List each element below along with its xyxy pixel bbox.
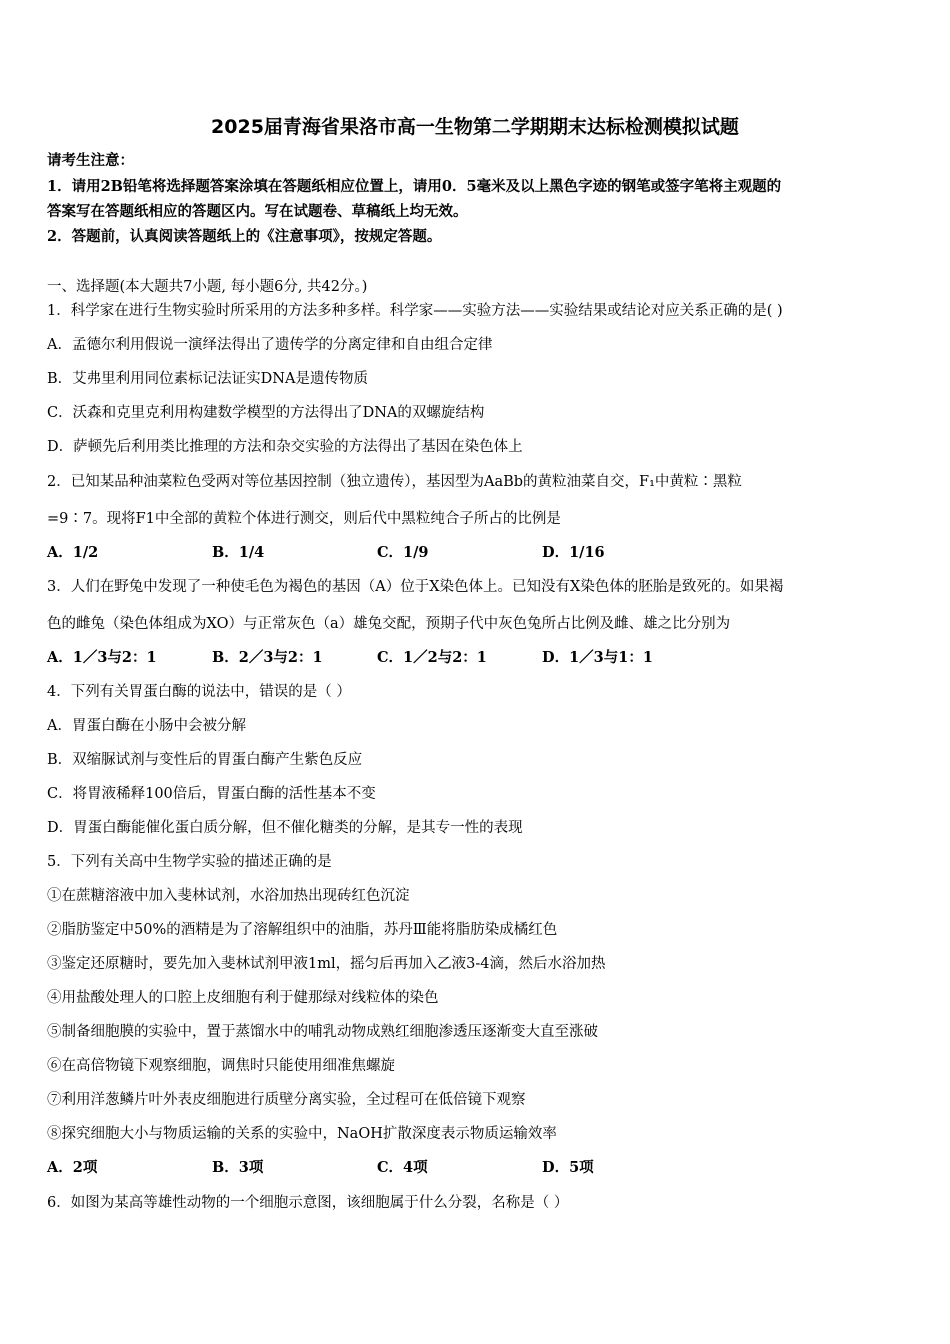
question-2-stem-line-2: =9∶7。现将F1中全部的黄粒个体进行测交，则后代中黑粒纯合子所占的比例是 — [47, 511, 561, 527]
page-title: 2025届青海省果洛市高一生物第二学期期末达标检测模拟试题 — [211, 116, 739, 138]
notice-heading: 请考生注意： — [47, 152, 134, 169]
question-2-option-d: D．1/16 — [542, 544, 605, 561]
question-5-statement: ⑦利用洋葱鳞片叶外表皮细胞进行质壁分离实验，全过程可在低倍镜下观察 — [47, 1092, 526, 1108]
question-5-option-c: C．4项 — [377, 1159, 428, 1176]
question-2-option-a: A．1/2 — [47, 544, 99, 561]
question-5-statement: ①在蔗糖溶液中加入斐林试剂，水浴加热出现砖红色沉淀 — [47, 888, 410, 904]
question-3-option-a: A．1／3与2：1 — [47, 649, 157, 666]
question-4-stem: 4．下列有关胃蛋白酶的说法中，错误的是（ ） — [47, 684, 351, 700]
notice-item-1-line-1: 1．请用2B铅笔将选择题答案涂填在答题纸相应位置上，请用0．5毫米及以上黑色字迹的钢笔或签字笔将主观题的 — [47, 178, 782, 195]
question-5-option-b: B．3项 — [212, 1159, 264, 1176]
question-3-stem-line-1: 3．人们在野兔中发现了一种使毛色为褐色的基因（A）位于X染色体上。已知没有X染色体的胚胎是致死的。如果褐 — [47, 579, 784, 595]
question-4-option-a: A．胃蛋白酶在小肠中会被分解 — [47, 718, 246, 734]
question-5-option-d: D．5项 — [542, 1159, 594, 1176]
question-5-statement: ④用盐酸处理人的口腔上皮细胞有利于健那绿对线粒体的染色 — [47, 990, 439, 1006]
question-5-option-a: A．2项 — [47, 1159, 98, 1176]
question-1-option-b: B．艾弗里利用同位素标记法证实DNA是遗传物质 — [47, 371, 368, 387]
notice-item-1-line-2: 答案写在答题纸相应的答题区内。写在试题卷、草稿纸上均无效。 — [47, 203, 468, 220]
question-3-option-c: C．1／2与2：1 — [377, 649, 487, 666]
question-3-option-d: D．1／3与1：1 — [542, 649, 653, 666]
question-1-option-c: C．沃森和克里克利用构建数学模型的方法得出了DNA的双螺旋结构 — [47, 405, 485, 421]
question-3-option-b: B．2／3与2：1 — [212, 649, 323, 666]
section-heading: 一、选择题(本大题共7小题, 每小题6分, 共42分。) — [47, 279, 368, 295]
question-1-option-a: A．孟德尔利用假说一演绎法得出了遗传学的分离定律和自由组合定律 — [47, 337, 493, 353]
question-3-stem-line-2: 色的雌兔（染色体组成为XO）与正常灰色（a）雄兔交配，预期子代中灰色兔所占比例及雌、雄之比分别为 — [47, 616, 731, 632]
notice-item-2: 2．答题前，认真阅读答题纸上的《注意事项》，按规定答题。 — [47, 228, 442, 245]
question-4-option-c: C．将胃液稀释100倍后，胃蛋白酶的活性基本不变 — [47, 786, 376, 802]
question-5-statement: ⑤制备细胞膜的实验中，置于蒸馏水中的哺乳动物成熟红细胞渗透压逐渐变大直至涨破 — [47, 1024, 598, 1040]
question-4-option-b: B．双缩脲试剂与变性后的胃蛋白酶产生紫色反应 — [47, 752, 363, 768]
question-2-option-b: B．1/4 — [212, 544, 265, 561]
question-5-statement: ②脂肪鉴定中50%的酒精是为了溶解组织中的油脂，苏丹Ⅲ能将脂肪染成橘红色 — [47, 922, 558, 938]
question-4-option-d: D．胃蛋白酶能催化蛋白质分解，但不催化糖类的分解，是其专一性的表现 — [47, 820, 523, 836]
question-6-stem: 6．如图为某高等雄性动物的一个细胞示意图，该细胞属于什么分裂，名称是（ ） — [47, 1195, 569, 1211]
question-2-stem-line-1: 2．已知某品种油菜粒色受两对等位基因控制（独立遗传），基因型为AaBb的黄粒油菜自交，F₁中黄粒∶黑粒 — [47, 474, 742, 490]
question-5-statement: ⑧探究细胞大小与物质运输的关系的实验中，NaOH扩散深度表示物质运输效率 — [47, 1126, 557, 1142]
question-1-stem: 1．科学家在进行生物实验时所采用的方法多种多样。科学家——实验方法——实验结果或结论对应关系正确的是( ) — [47, 303, 783, 319]
question-5-statement: ⑥在高倍物镜下观察细胞，调焦时只能使用细准焦螺旋 — [47, 1058, 395, 1074]
question-1-option-d: D．萨顿先后利用类比推理的方法和杂交实验的方法得出了基因在染色体上 — [47, 439, 523, 455]
question-5-statement: ③鉴定还原糖时，要先加入斐林试剂甲液1ml，摇匀后再加入乙液3-4滴，然后水浴加热 — [47, 956, 606, 972]
question-2-option-c: C．1/9 — [377, 544, 429, 561]
question-5-stem: 5．下列有关高中生物学实验的描述正确的是 — [47, 854, 332, 870]
